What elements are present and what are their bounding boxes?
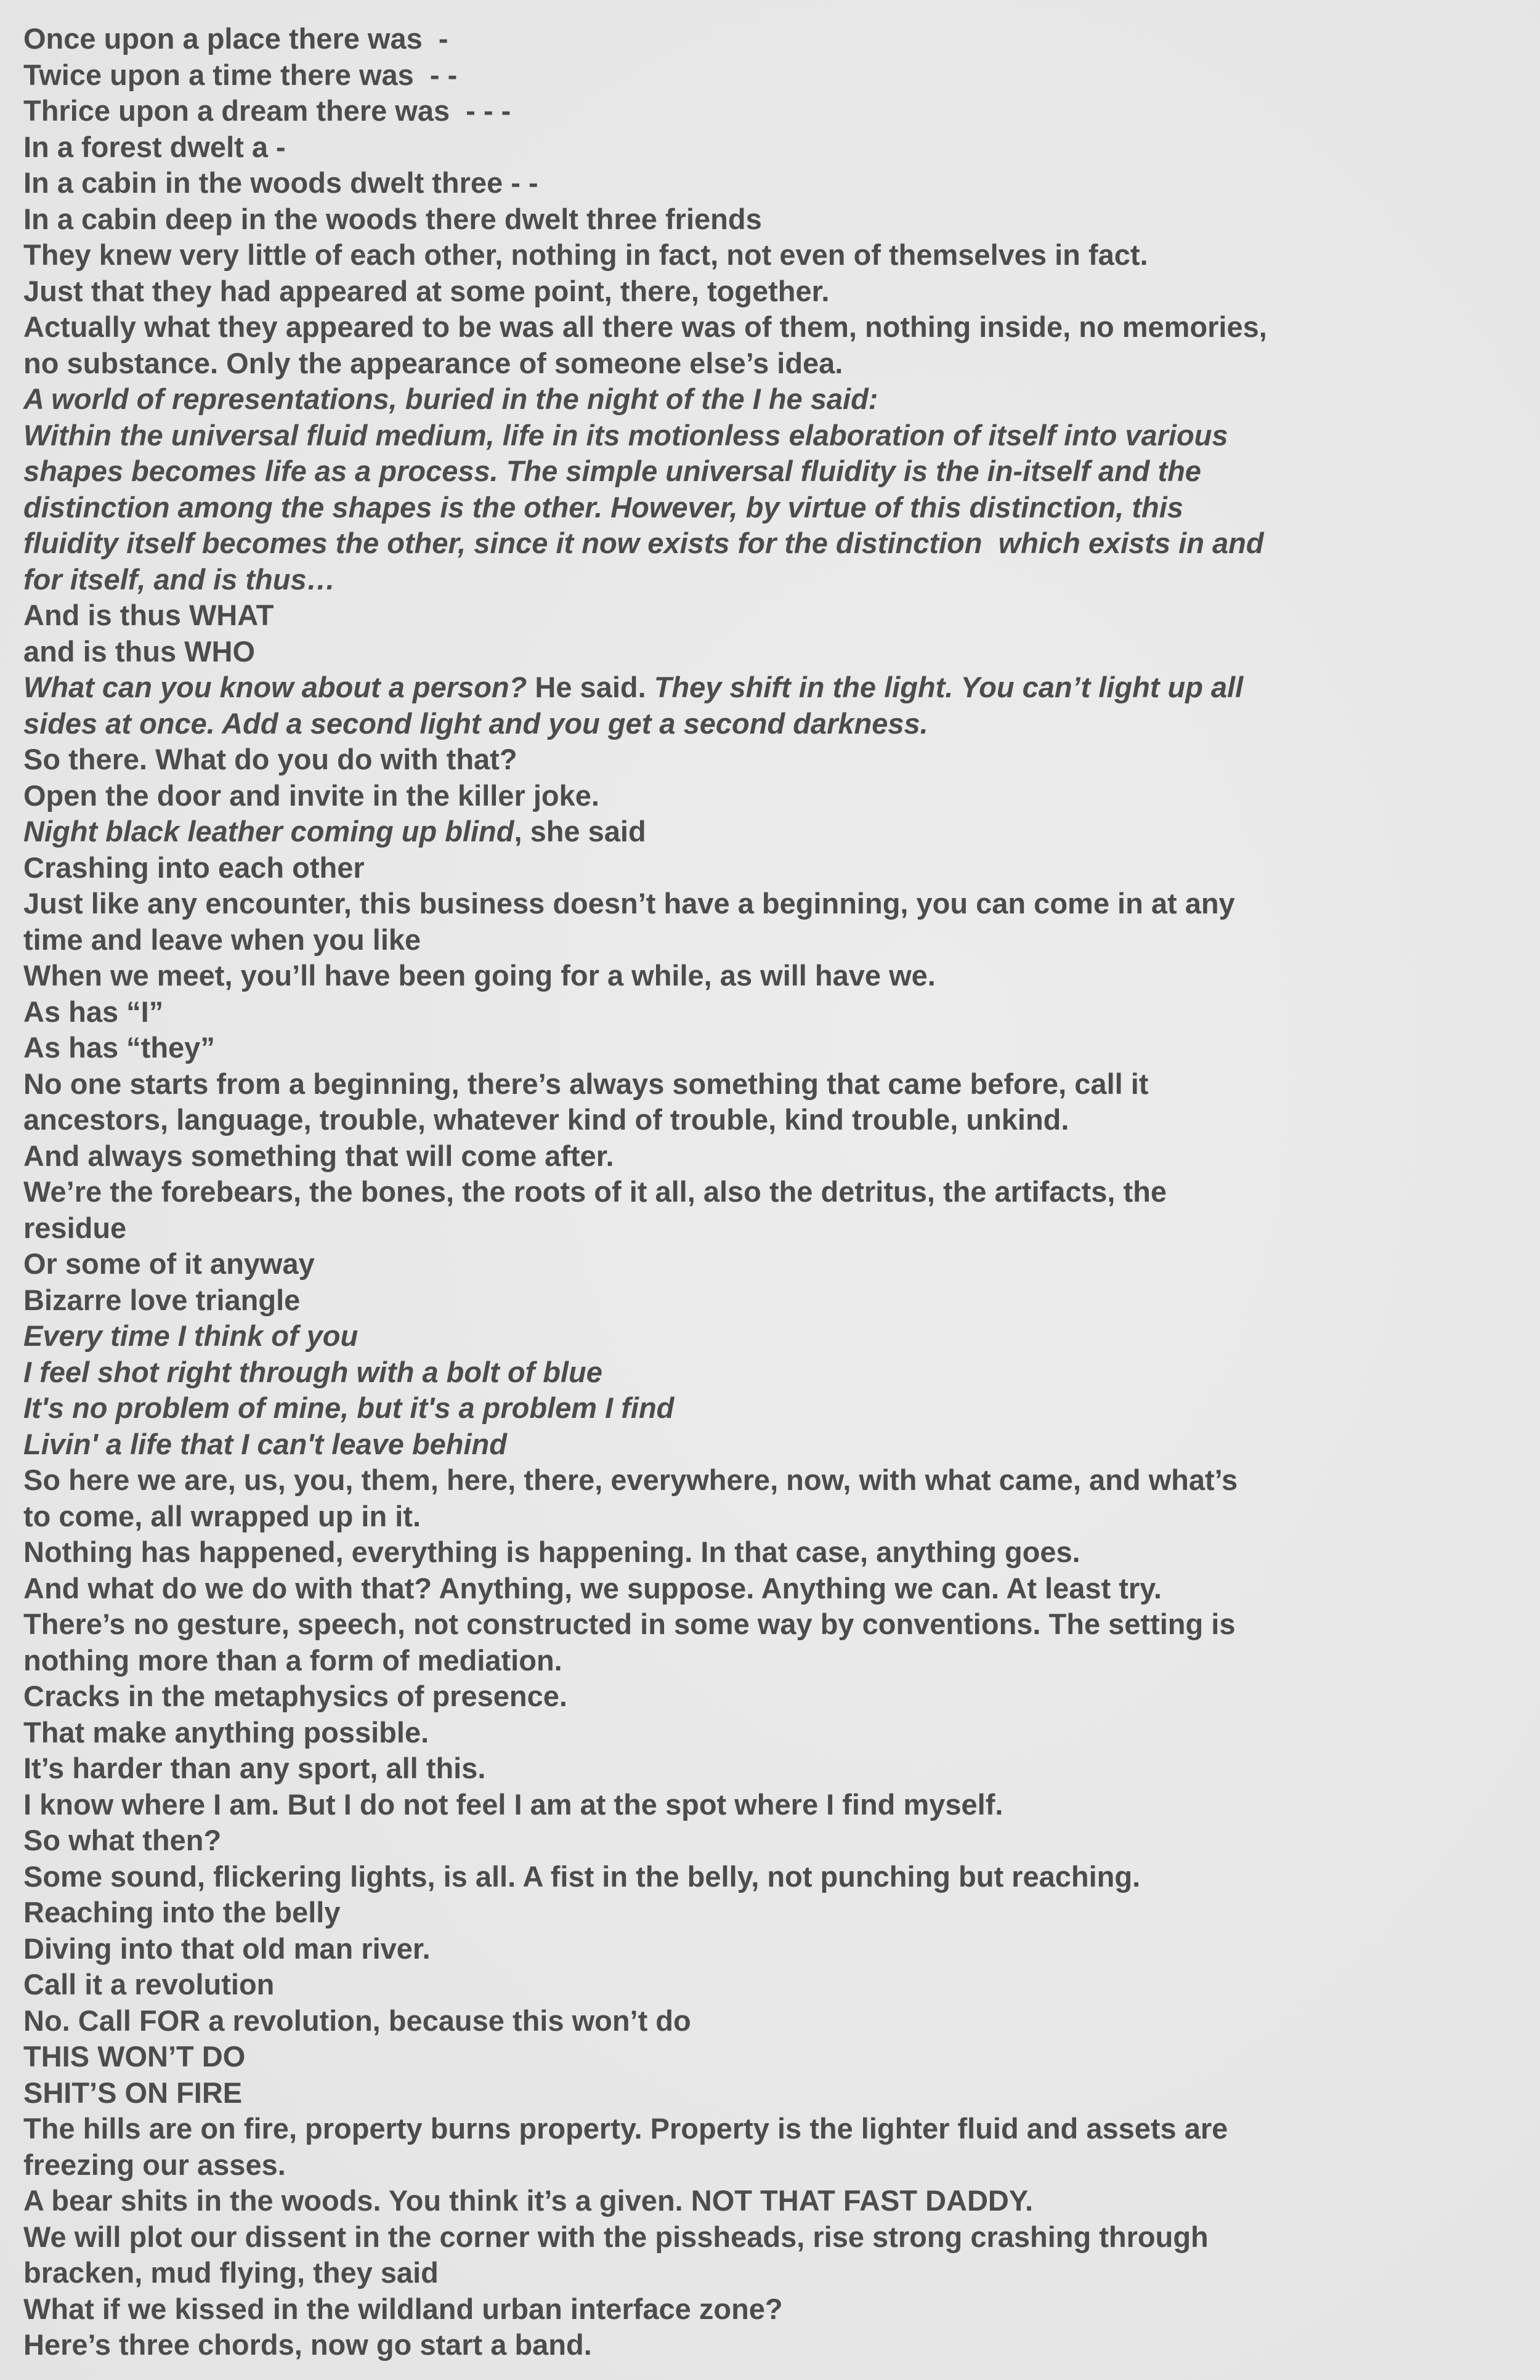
italic-text-segment: sides at once. Add a second light and you get a second darkness. xyxy=(23,706,928,740)
text-line xyxy=(23,346,1515,382)
text-line xyxy=(23,1102,1515,1138)
text-line xyxy=(23,1643,1515,1679)
text-segment: No. Call FOR a revolution, because this won’t do xyxy=(23,2004,691,2037)
text-line xyxy=(23,1678,1515,1715)
text-line xyxy=(23,1787,1515,1823)
text-segment: Diving into that old man river. xyxy=(23,1932,431,1965)
text-line xyxy=(23,2003,1515,2039)
text-line xyxy=(23,778,1515,814)
text-segment: No one starts from a beginning, there’s always something that came before, call it xyxy=(23,1067,1149,1100)
text-segment: I know where I am. But I do not feel I am at the spot where I find myself. xyxy=(23,1787,1003,1821)
text-line xyxy=(23,1606,1515,1643)
text-segment: We will plot our dissent in the corner with the pissheads, rise strong crashing through xyxy=(23,2220,1209,2253)
text-segment: As has “they” xyxy=(23,1031,215,1064)
italic-text-segment: I feel shot right through with a bolt of blue xyxy=(23,1355,602,1388)
text-line xyxy=(23,1571,1515,1607)
text-line xyxy=(23,2147,1515,2184)
text-line xyxy=(23,165,1515,201)
text-segment: A bear shits in the woods. You think it’s a given. NOT THAT FAST DADDY. xyxy=(23,2184,1034,2217)
text-segment: There’s no gesture, speech, not constructed in some way by conventions. The setting is xyxy=(23,1608,1236,1640)
text-line xyxy=(23,2039,1515,2075)
text-line xyxy=(23,57,1515,94)
text-line xyxy=(23,201,1515,238)
text-line xyxy=(23,2255,1515,2291)
text-segment: Crashing into each other xyxy=(23,851,365,884)
text-segment: And what do we do with that? Anything, we suppose. Anything we can. At least try. xyxy=(23,1571,1162,1605)
text-segment: We’re the forebears, the bones, the roots of it all, also the detritus, the artifacts, the xyxy=(23,1175,1167,1208)
text-line xyxy=(23,21,1515,57)
text-line xyxy=(23,886,1515,922)
text-line xyxy=(23,1030,1515,1066)
text-line xyxy=(23,453,1515,490)
text-line xyxy=(23,381,1515,418)
text-line xyxy=(23,2327,1515,2363)
text-line xyxy=(23,597,1515,634)
text-segment: Here’s three chords, now go start a band. xyxy=(23,2328,592,2361)
text-segment: THIS WON’T DO xyxy=(23,2040,246,2073)
text-segment: They knew very little of each other, nothing in fact, not even of themselves in fact. xyxy=(23,238,1148,271)
text-segment: Just that they had appeared at some point, there, together. xyxy=(23,274,830,307)
italic-text-segment: It's no problem of mine, but it's a problem I find xyxy=(23,1391,675,1424)
text-line xyxy=(23,93,1515,129)
text-line xyxy=(23,994,1515,1030)
text-segment: Reaching into the belly xyxy=(23,1896,341,1929)
text-line xyxy=(23,706,1515,742)
text-segment: The hills are on fire, property burns property. Property is the lighter fluid and assets are xyxy=(23,2112,1228,2145)
text-segment: Just like any encounter, this business doesn’t have a beginning, you can come in at any xyxy=(23,887,1235,920)
text-segment: Actually what they appeared to be was all there was of them, nothing inside, no memories, xyxy=(23,310,1267,343)
text-line xyxy=(23,1246,1515,1282)
text-segment: In a cabin deep in the woods there dwelt three friends xyxy=(23,202,762,235)
text-line xyxy=(23,1715,1515,1751)
text-segment: Some sound, flickering lights, is all. A fist in the belly, not punching but reaching. xyxy=(23,1860,1141,1893)
text-line xyxy=(23,273,1515,310)
text-segment: What if we kissed in the wildland urban interface zone? xyxy=(23,2292,783,2325)
text-line xyxy=(23,1390,1515,1427)
text-segment: bracken, mud flying, they said xyxy=(23,2256,439,2289)
text-segment: When we meet, you’ll have been going for a while, as will have we. xyxy=(23,959,936,992)
text-line xyxy=(23,1174,1515,1210)
italic-text-segment: fluidity itself becomes the other, since it now exists for the distinction which exists in and xyxy=(23,527,1264,559)
text-segment: Twice upon a time there was - - xyxy=(23,58,458,91)
text-line xyxy=(23,309,1515,346)
text-body xyxy=(23,21,1515,2363)
text-segment: freezing our asses. xyxy=(23,2148,286,2181)
italic-text-segment: Livin' a life that I can't leave behind xyxy=(23,1427,507,1460)
italic-text-segment: A world of representations, buried in the night of the I he said: xyxy=(23,382,878,415)
text-line xyxy=(23,1210,1515,1247)
text-line xyxy=(23,2111,1515,2147)
text-line xyxy=(23,958,1515,994)
text-segment: ancestors, language, trouble, whatever kind of trouble, kind trouble, unkind. xyxy=(23,1103,1069,1136)
text-line xyxy=(23,490,1515,526)
text-segment: And always something that will come after. xyxy=(23,1139,614,1172)
text-line xyxy=(23,129,1515,166)
text-segment: And is thus WHAT xyxy=(23,599,274,631)
text-line xyxy=(23,2075,1515,2111)
text-segment: Call it a revolution xyxy=(23,1968,275,2001)
italic-text-segment: What can you know about a person? xyxy=(23,671,527,703)
italic-text-segment: They shift in the light. You can’t light up all xyxy=(654,671,1244,703)
italic-text-segment: Every time I think of you xyxy=(23,1319,359,1352)
text-line xyxy=(23,2219,1515,2256)
text-line xyxy=(23,525,1515,562)
text-line xyxy=(23,670,1515,706)
text-segment: In a cabin in the woods dwelt three - - xyxy=(23,166,538,199)
text-segment: So what then? xyxy=(23,1824,222,1856)
text-segment: Bizarre love triangle xyxy=(23,1283,301,1316)
text-segment: SHIT’S ON FIRE xyxy=(23,2076,243,2109)
text-line xyxy=(23,2291,1515,2328)
text-line xyxy=(23,1462,1515,1499)
text-line xyxy=(23,1499,1515,1535)
italic-text-segment: Night black leather coming up blind xyxy=(23,815,514,848)
text-segment: nothing more than a form of mediation. xyxy=(23,1643,562,1677)
text-line xyxy=(23,922,1515,958)
italic-text-segment: Within the universal fluid medium, life in its motionless elaboration of itself into various xyxy=(23,418,1228,451)
text-line xyxy=(23,850,1515,886)
italic-text-segment: for itself, and is thus… xyxy=(23,562,336,596)
text-line xyxy=(23,237,1515,273)
text-line xyxy=(23,1427,1515,1463)
text-line xyxy=(23,1967,1515,2003)
italic-text-segment: shapes becomes life as a process. The simple universal fluidity is the in-itself and the xyxy=(23,455,1201,487)
text-line xyxy=(23,562,1515,598)
text-segment: So there. What do you do with that? xyxy=(23,743,517,775)
text-line xyxy=(23,2183,1515,2219)
text-segment: In a forest dwelt a - xyxy=(23,130,286,163)
text-line xyxy=(23,1066,1515,1103)
text-line xyxy=(23,742,1515,778)
text-segment: It’s harder than any sport, all this. xyxy=(23,1752,486,1784)
text-segment: and is thus WHO xyxy=(23,634,255,668)
text-segment: , she said xyxy=(514,815,646,848)
text-line xyxy=(23,1859,1515,1895)
text-line xyxy=(23,1138,1515,1175)
text-segment: Thrice upon a dream there was - - - xyxy=(23,94,511,127)
text-line xyxy=(23,418,1515,454)
text-segment: Nothing has happened, everything is happening. In that case, anything goes. xyxy=(23,1536,1080,1568)
text-segment: to come, all wrapped up in it. xyxy=(23,1499,421,1532)
text-segment: time and leave when you like xyxy=(23,923,421,956)
text-line xyxy=(23,1318,1515,1354)
text-segment: Once upon a place there was - xyxy=(23,22,448,55)
text-line xyxy=(23,1895,1515,1931)
text-segment: He said. xyxy=(527,671,654,703)
text-segment: residue xyxy=(23,1211,127,1244)
text-segment: no substance. Only the appearance of someone else’s idea. xyxy=(23,346,843,379)
text-line xyxy=(23,1282,1515,1319)
text-segment: So here we are, us, you, them, here, there, everywhere, now, with what came, and what’s xyxy=(23,1463,1238,1496)
text-segment: That make anything possible. xyxy=(23,1715,429,1749)
text-line xyxy=(23,1354,1515,1391)
text-segment: As has “I” xyxy=(23,995,164,1028)
text-line xyxy=(23,1751,1515,1787)
text-line xyxy=(23,1823,1515,1859)
text-line xyxy=(23,814,1515,850)
text-line xyxy=(23,1931,1515,1967)
text-line xyxy=(23,1534,1515,1571)
text-segment: Cracks in the metaphysics of presence. xyxy=(23,1680,567,1712)
text-line xyxy=(23,634,1515,670)
text-segment: Open the door and invite in the killer joke. xyxy=(23,779,599,812)
italic-text-segment: distinction among the shapes is the other. However, by virtue of this distinction, this xyxy=(23,490,1183,524)
text-segment: Or some of it anyway xyxy=(23,1247,315,1280)
